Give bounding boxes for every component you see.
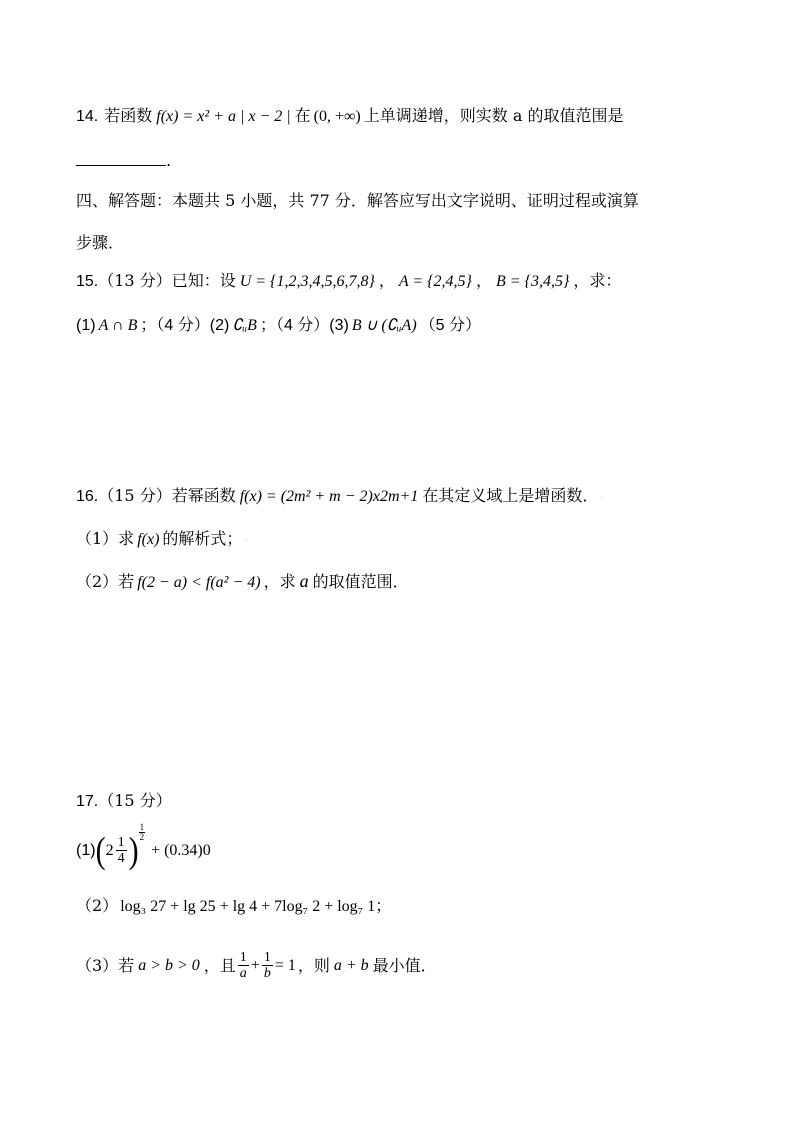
part-expr: ∁ᵤB [232, 317, 257, 334]
part-label: （2） [76, 896, 119, 915]
period: . [166, 151, 172, 170]
part-label: （1）求 [76, 529, 135, 548]
question-14 [76, 105, 623, 128]
tail-expr: + (0.34) [151, 841, 203, 859]
fraction-1-over-b [262, 950, 273, 981]
left-paren: ( [95, 829, 106, 871]
section-header [76, 190, 639, 212]
question-text: 上单调递增，则实数 a 的取值范围是 [363, 106, 624, 125]
equals-one: = 1 [274, 956, 296, 974]
question-17-part-1: (1) ( 2 $\frac{1}{4}$ ) $\frac{1}{2}$ + (0.34) 0 [76, 822, 211, 871]
question-15: 15. （13 分）已知：设 U = {1,2,3,4,5,6,7,8} ， A = {2,4,5} ， B = {3,4,5} ，求： [76, 270, 621, 293]
question-17 [76, 790, 172, 813]
question-17-part-3 [76, 950, 437, 981]
semicolon: ； [375, 896, 392, 915]
part-text: 的取值范围． [312, 572, 409, 591]
variable-a: a [299, 571, 309, 591]
fraction-denominator: a [239, 966, 247, 981]
part-text: ，且 [203, 955, 236, 975]
part-text: ，求 [263, 572, 296, 591]
part-label: (3) [329, 317, 349, 334]
part-label: (2) [209, 317, 230, 334]
fraction-numerator: 1 [117, 835, 125, 850]
log-expr: log₃ 27 + lg 25 + lg 4 + 7 [120, 898, 283, 915]
part-score: （5 分） [419, 317, 481, 334]
part-expr: f(x) [137, 531, 160, 548]
question-number: 15. [76, 273, 99, 290]
question-text: 在其定义域上是增函数． [422, 486, 599, 505]
question-16: 16. （15 分）若幂函数 f(x) = (2m² + m − 2)x 2m+1 在其定义域上是增函数． · [76, 485, 604, 510]
question-number: 14. [76, 108, 99, 125]
plus-sign: + [250, 956, 260, 974]
set-a: A = {2,4,5} [398, 273, 472, 290]
question-text: 在 [294, 106, 311, 125]
section-header-cont [76, 232, 124, 254]
question-15-parts [76, 315, 481, 337]
section-instructions: 四、解答题：本题共 5 小题，共 77 分．解答应写出文字说明、证明过程或演算 [76, 191, 639, 210]
question-text: （15 分）若幂函数 [98, 486, 236, 505]
question-17-part-2: （2） log₃ 27 + lg 25 + lg 4 + 7 log₇ 2 + log₇ 1 ； [76, 895, 391, 918]
mark-dot: · [244, 536, 248, 547]
mixed-fraction [116, 835, 127, 866]
part-label: （3）若 [76, 955, 135, 975]
function-formula: f(x) = x² + a | x − 2 | [156, 108, 291, 125]
question-number: 17. [76, 793, 99, 810]
condition: a > b > 0 [138, 956, 200, 974]
part-score: ；（4 分） [140, 317, 210, 334]
exp-numerator: 1 [139, 822, 145, 832]
part-label: (1) [76, 317, 96, 334]
question-text: ，求： [573, 271, 622, 290]
part-expr: B ∪ (∁ᵤA) [351, 317, 417, 334]
part-label: (1) [76, 841, 96, 859]
part-expr: f(2 − a) < f(a² − 4) [137, 574, 261, 591]
function-formula: f(x) = (2m² + m − 2)x [239, 488, 380, 505]
set-u: U = {1,2,3,4,5,6,7,8} [239, 273, 375, 290]
set-b: B = {3,4,5} [495, 273, 570, 290]
question-16-part-1 [76, 528, 248, 553]
answer-blank [76, 151, 166, 166]
question-text: 若函数 [104, 106, 153, 125]
answer-line [76, 150, 171, 172]
section-instructions-cont: 步骤． [76, 233, 125, 252]
log-tail: + log₇ 1 [324, 898, 376, 915]
right-paren: ) [128, 829, 139, 871]
part-score: ；（4 分） [259, 317, 330, 334]
part-label: （2）若 [76, 572, 135, 591]
question-16-part-2 [76, 570, 409, 594]
question-number: 16. [76, 488, 99, 505]
part-text: 的解析式； [162, 529, 243, 548]
interval: (0, +∞) [313, 108, 361, 125]
fraction-numerator: 1 [239, 950, 247, 965]
mark-dot: · [600, 493, 604, 504]
part-text: ，则 [297, 955, 330, 975]
mixed-whole: 2 [105, 841, 114, 859]
fraction-numerator: 1 [263, 950, 271, 965]
part-expr: A ∩ B [98, 317, 138, 334]
question-score: （15 分） [98, 791, 172, 810]
exp-denominator: 2 [139, 832, 145, 842]
question-text: （13 分）已知：设 [98, 271, 236, 290]
target-expr: a + b [333, 956, 369, 974]
fraction-denominator: b [263, 966, 271, 981]
fraction-denominator: 4 [117, 851, 125, 866]
part-text: 最小值． [372, 955, 437, 975]
mixed-number [106, 835, 129, 866]
power-exponent [139, 823, 146, 842]
fraction-1-over-a [238, 950, 249, 981]
